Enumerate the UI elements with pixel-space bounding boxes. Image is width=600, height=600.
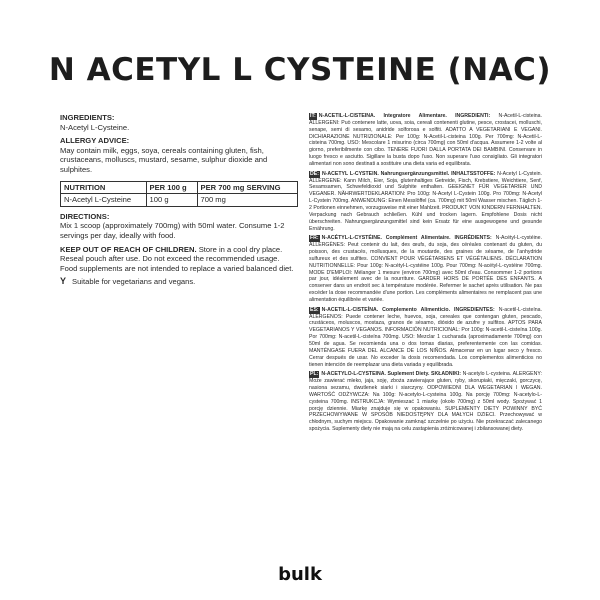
translation-head: N-ACÉTYL-L-CYSTÉINE. Complément Alimentaire. INGRÉDIENTS:	[321, 235, 492, 242]
brand-logo: bulk	[278, 564, 322, 585]
translations-panel	[309, 113, 542, 436]
translation-block-es	[309, 307, 542, 369]
vegan-text: Suitable for vegetarians and vegans.	[72, 277, 196, 287]
allergy-text: May contain milk, eggs, soya, cereals containing gluten, fish, crustaceans, molluscs, mustard, sesame, sulphur dioxide and sulphites.	[60, 145, 268, 174]
language-code: ES:	[310, 306, 319, 313]
nutrition-header-cell: NUTRITION	[61, 181, 147, 194]
translation-block-de	[309, 171, 542, 233]
translation-head: N-ACETIL-L-CISTEÍNA. Complemento Alimenticio. INGREDIENTES:	[321, 306, 495, 313]
allergy-heading: ALLERGY ADVICE:	[60, 136, 130, 146]
nutrition-data-row	[61, 194, 298, 207]
nutrition-cell: 100 g	[146, 194, 197, 207]
translation-head: N-ACETYLO-L-CYSTEINA. Suplement Diety. SKŁADNIKI:	[321, 371, 462, 378]
language-code: FR:	[310, 235, 319, 242]
translation-body: N-acetil-L-cisteína. ALERGENOS: Puede contener leche, huevos, soja, cereales que contengan gluten, pescado, crustáceos, moluscos, mostaza, granos de sésamo, dióxido de azufre y sulfitos. APTOS PARA VEGETARIANOS Y VEGANOS. INFORMACIÓN NUTRICIONAL: Por 100g: N-acetil-L-cisteína 100g. Por 700mg: N-acetil-L-cisteína 700mg. USO: Mezclar 1 cucharada (aproximadamente 700mg) con 50ml de agua. Se recomienda una o dos tomas diarias, preferentemente con las comidas. MANTÉNGASE FUERA DEL ALCANCE DE LOS NIÑOS. Almacenar en un lugar seco y fresco. Cerrar después de usar. No exceder la dosis recomendada. Los complementos alimenticios no tienen intención de reemplazar una dieta variada y equilibrada.	[309, 306, 542, 368]
nutrition-table	[60, 181, 298, 207]
translation-head: N-ACETIL-L-CISTEINA. Integratore Alimentare. INGREDIENTI:	[318, 113, 491, 119]
language-code: DE:	[310, 170, 319, 177]
translation-block-fr	[309, 235, 542, 303]
nutrition-cell: 700 mg	[197, 194, 297, 207]
translation-head: N-ACETYL L-CYSTEIN. Nahrungsergänzungsmittel. INHALTSSTOFFE:	[321, 170, 496, 177]
translation-body: N-Acétyl-L-cystéine. ALLERGÈNES: Peut contenir du lait, des œufs, du soja, des céréales contenant du gluten, du poisson, des crustacés, mollusques, de la moutarde, des graines de sésame, de l'anhydride sulfureux et des sulfites. CONVIENT POUR VÉGÉTARIENS ET VÉGÉTALIENS. DÉCLARATION NUTRITIONNELLE: Pour 100g: N-acétyl-L-cystéine 100g. Pour 700mg: N-acétyl-L-cystéine 700mg. MODE D'EMPLOI: Mélanger 1 mesure (environ 700mg) avec 50ml d'eau. Consommer 1-2 portions par jour, idéalement avec de la nourriture. GARDER HORS DE PORTÉE DES ENFANTS. A conserver dans un endroit sec à température modérée. Refermer le sachet après utilisation. Ne pas excéder la dose recommandée d'une portion. Les compléments alimentaires ne remplacent pas une alimentation équilibrée et variée.	[309, 235, 542, 303]
nutrition-header-cell: PER 700 mg SERVING	[197, 181, 297, 194]
translation-block-pl	[309, 371, 542, 433]
directions-heading: DIRECTIONS:	[60, 211, 110, 221]
nutrition-cell: N-Acetyl L-Cysteine	[61, 194, 147, 207]
directions-text: Mix 1 scoop (approximately 700mg) with 50ml water. Consume 1-2 servings per day, ideally with food.	[60, 221, 285, 240]
warning-heading: KEEP OUT OF REACH OF CHILDREN.	[60, 244, 197, 254]
nutrition-header-cell: PER 100 g	[146, 181, 197, 194]
vegan-badge	[60, 277, 298, 287]
language-code: PL:	[310, 371, 319, 378]
nutrition-header-row	[61, 181, 298, 194]
language-code: IT:	[310, 113, 316, 119]
translation-body: N-acetylo L-cysteina. ALERGENY: Może zawierać mleko, jaja, soję, zboża zawierające gluten, ryby, skorupiaki, mięczaki, gorczycę, nasiona sezamu, dwutlenek siarki i siarczyny. ODPOWIEDNI DLA WEGETARIAN I WEGAN. WARTOŚĆ ODŻYWCZA: Na 100g: N-acetylo-L-cysteina 100g. Na porcję 700mg: N-acetylo-L-cysteina 700mg. INSTRUKCJA: Wymieszać 1 miarkę (około 700mg) z 50ml wody. Spożywać 1 porcję dziennie. Miarkę znajduje się w opakowaniu. SUPLEMENTY DIETY POWINNY BYĆ PRZECHOWYWANE W SPOSÓB NIEDOSTĘPNY DLA MAŁYCH DZIECI. Przechowywać w chłodnym, suchym miejscu. Opakowanie zamknąć szczelnie po użyciu. Nie przekraczać zalecanego spożycia. Suplementy diety nie mają na celu zastąpienia zróżnicowanej i zbilansowanej diety.	[309, 371, 542, 433]
warning-text: Store in a cool dry place. Reseal pouch after use. Do not exceed the recommended usage. Food supplements are not intended to replace a varied balanced diet.	[60, 244, 294, 273]
translation-body: N-Acetil-L-cisteina. ALLERGENI: Può contenere latte, uova, soia, cereali contenenti glutine, pesce, crostacei, molluschi, senape, semi di sesamo, anidride solforosa e solfiti. ADATTO A VEGETARIANI E VEGANI. DICHIARAZIONE NUTRIZIONALE: Per 100g: N-Acetil-L-cisteina 100g. Per 700mg: N-Acetil-L-cisteina 700mg. USO: Mescolare 1 misurino (circa 700mg) con 50ml d'acqua. Assumere 1-2 volte al giorno, preferibilmente con cibo. TENERE FUORI DALLA PORTATA DEI BAMBINI. Conservare in luogo fresco e asciutto. Sigillare la busta dopo l'uso. Non superare l'uso consigliato. Gli integratori alimentari non sono destinati a sostituire una dieta varia ed equilibrata.	[309, 113, 542, 167]
ingredients-heading: INGREDIENTS:	[60, 113, 115, 122]
product-title: N ACETYL L CYSTEINE (NAC)	[48, 52, 552, 88]
vegan-icon: Y	[60, 276, 67, 287]
translation-block-it	[309, 113, 542, 168]
english-label-panel	[60, 113, 298, 287]
translation-body: N-Acetyl L-Cystein. ALLERGENE: Kann Milch, Eier, Soja, glutenhaltiges Getreide, Fisch, Krebstiere, Weichtiere, Senf, Sesamsamen, Schwefeldioxid und Sulphite enthalten. GEEIGNET FÜR VEGETARIER UND VEGANER. NÄHRWERTDEKLARATION: Pro 100g: N-Acetyl L-Cystein 100g. Pro 700mg: N-Acetyl L-Cystein 700mg. ANWENDUNG: Einen Messlöffel (ca. 700mg) mit 50ml Wasser mischen. Täglich 1-2 Portionen einnehmen, vorzugsweise mit einer Mahlzeit. PRODUKT VON KINDERN FERNHALTEN. Verpackung nach Gebrauch schließen. Kühl und trocken lagern. Empfohlene Dosis nicht überschreiten. Nahrungsergänzungsmittel sind kein Ersatz für eine ausgewogene und gesunde Ernährung.	[309, 170, 542, 232]
ingredients-text: N-Acetyl L-Cysteine.	[60, 122, 130, 132]
